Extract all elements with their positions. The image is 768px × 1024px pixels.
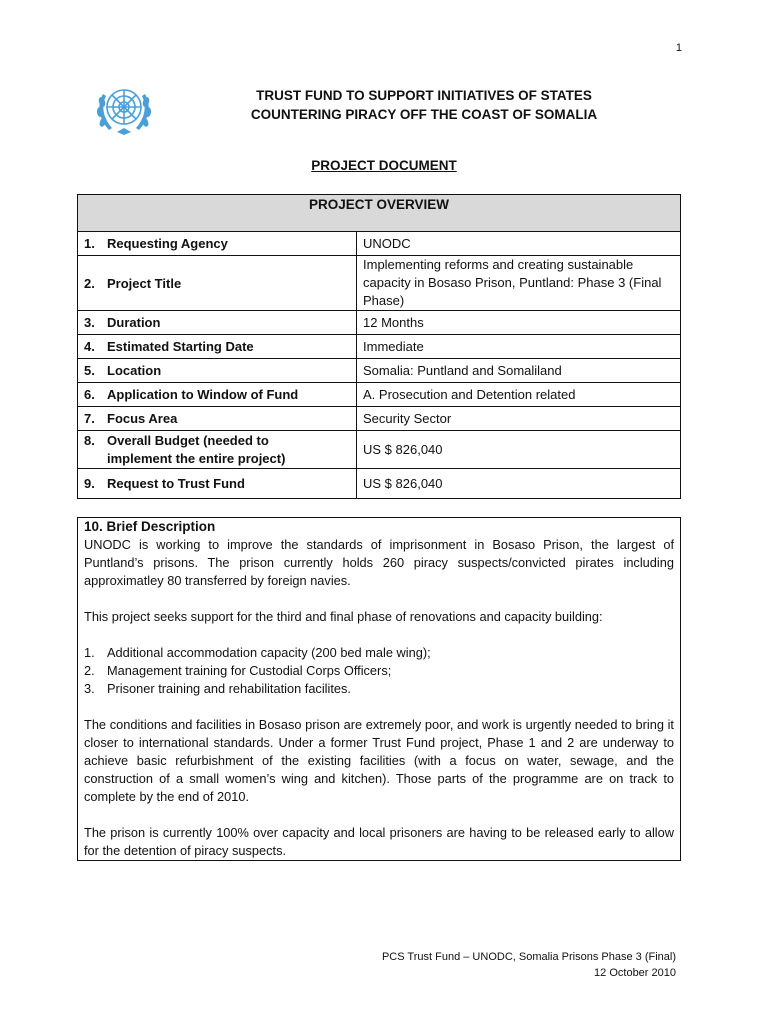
row-label: 6. Application to Window of Fund <box>78 383 357 407</box>
overview-heading: PROJECT OVERVIEW <box>78 195 681 232</box>
paragraph: UNODC is working to improve the standards of imprisonment in Bosaso Prison, the largest of Puntland’s prisons. The prison currently holds 260 piracy suspects/convicted pirates including approximatley 80 transferred by foreign navies. <box>84 537 674 588</box>
paragraph: The prison is currently 100% over capacity and local prisoners are having to be released early to allow for the detention of piracy suspects. <box>84 825 674 858</box>
brief-description-box <box>77 517 681 861</box>
row-value: US $ 826,040 <box>357 431 681 469</box>
row-value: 12 Months <box>357 311 681 335</box>
row-value: Immediate <box>357 335 681 359</box>
document-title: PROJECT DOCUMENT <box>311 158 457 173</box>
page-footer <box>300 949 676 981</box>
footer-date: 12 October 2010 <box>594 967 676 979</box>
un-emblem-icon <box>93 78 155 140</box>
brief-description-heading: 10. Brief Description <box>84 519 216 534</box>
row-label: 1. Requesting Agency <box>78 232 357 256</box>
paragraph: The conditions and facilities in Bosaso prison are extremely poor, and work is urgently needed to bring it closer to international standards. Under a former Trust Fund project, Phase 1 and 2 are underway to achieve basic refurbishment of the existing facilities (with a focus on water, sewage, and the construction of a small women’s wing and kitchen). Those parts of the programme are on track to complete by the end of 2010. <box>84 717 674 804</box>
deliverables-list <box>84 644 674 698</box>
project-overview-table <box>77 194 681 499</box>
table-row <box>78 359 681 383</box>
row-label: 5. Location <box>78 359 357 383</box>
row-label: 3. Duration <box>78 311 357 335</box>
list-item: 1. Additional accommodation capacity (200 bed male wing); <box>84 645 431 660</box>
paragraph: This project seeks support for the third and final phase of renovations and capacity building: <box>84 609 603 624</box>
row-value: A. Prosecution and Detention related <box>357 383 681 407</box>
row-label: 8. Overall Budget (needed to implement the entire project) <box>78 431 357 469</box>
table-row <box>78 431 681 469</box>
table-row <box>78 469 681 499</box>
header-line-2: COUNTERING PIRACY OFF THE COAST OF SOMALIA <box>250 107 598 122</box>
row-label: 2. Project Title <box>78 256 357 311</box>
row-value: Implementing reforms and creating sustainable capacity in Bosaso Prison, Puntland: Phase 3 (Final Phase) <box>357 256 681 311</box>
header-line-1: TRUST FUND TO SUPPORT INITIATIVES OF STATES <box>256 88 592 103</box>
page-number: 1 <box>675 42 682 54</box>
row-value: Somalia: Puntland and Somaliland <box>357 359 681 383</box>
document-header <box>170 86 678 124</box>
row-label: 4. Estimated Starting Date <box>78 335 357 359</box>
table-row <box>78 383 681 407</box>
table-row <box>78 407 681 431</box>
list-item: 2. Management training for Custodial Corps Officers; <box>84 663 392 678</box>
table-row <box>78 256 681 311</box>
table-row <box>78 335 681 359</box>
footer-line-1: PCS Trust Fund – UNODC, Somalia Prisons Phase 3 (Final) <box>381 951 676 963</box>
row-value: US $ 826,040 <box>357 469 681 499</box>
row-label: 7. Focus Area <box>78 407 357 431</box>
table-row <box>78 311 681 335</box>
row-value: Security Sector <box>357 407 681 431</box>
row-label: 9. Request to Trust Fund <box>78 469 357 499</box>
row-value: UNODC <box>357 232 681 256</box>
list-item: 3. Prisoner training and rehabilitation facilites. <box>84 681 351 696</box>
table-row <box>78 232 681 256</box>
